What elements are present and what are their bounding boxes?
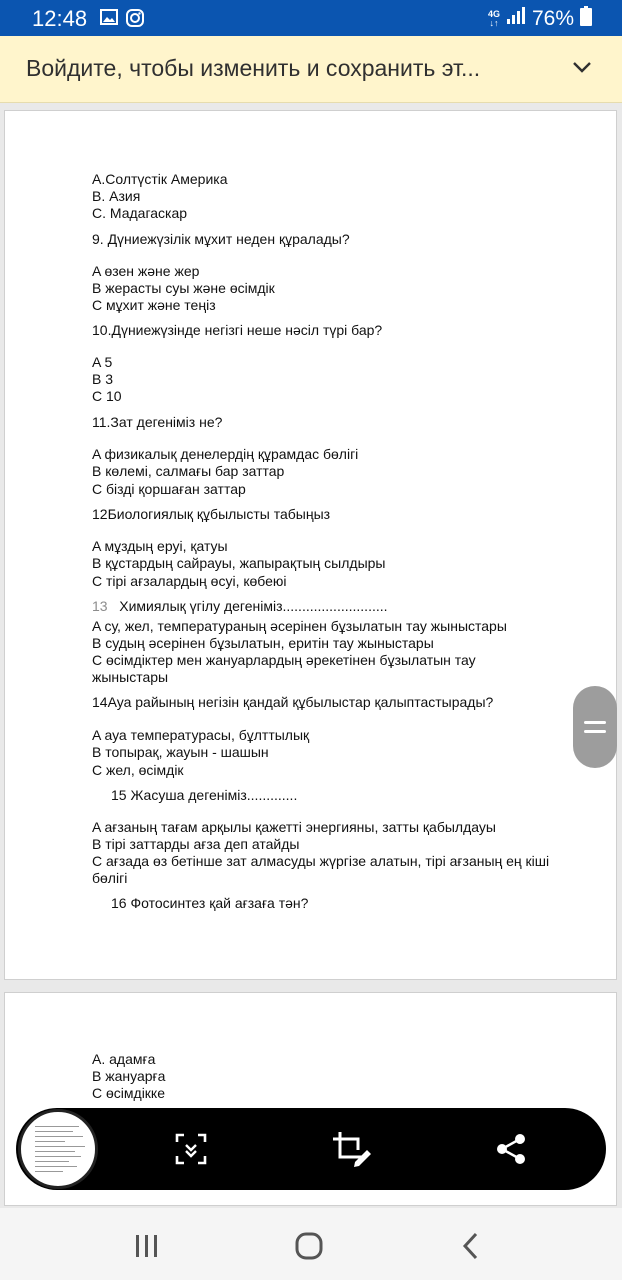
- home-icon[interactable]: [291, 1228, 327, 1264]
- answer-line: C жел, өсімдік: [92, 762, 184, 778]
- back-icon[interactable]: [453, 1228, 489, 1264]
- battery-level: 76%: [531, 7, 574, 30]
- answer-line: A. адамға: [92, 1051, 156, 1067]
- question-line: 16 Фотосинтез қай ағзаға тән?: [111, 895, 309, 911]
- battery-icon: [580, 6, 592, 32]
- answer-line: A өзен және жер: [92, 263, 200, 279]
- question-line: 12Биологиялық құбылысты табыңыз: [92, 506, 331, 522]
- answer-line: C бізді қоршаған заттар: [92, 481, 246, 497]
- answer-line: A мұздың еруі, қатуы: [92, 538, 228, 554]
- screenshot-toolbar: [16, 1108, 606, 1190]
- recents-icon[interactable]: [129, 1228, 165, 1264]
- answer-line: B. Азия: [92, 188, 141, 204]
- question-line: 14Ауа райының негізін қандай құбылыстар қалыптастырады?: [92, 694, 494, 710]
- answer-line: C ағзада өз бетінше зат алмасуды жүргізе алатын, тірі ағзаның ең кіші: [92, 853, 550, 869]
- answer-line: A 5: [92, 354, 113, 370]
- answer-line: B көлемі, салмағы бар заттар: [92, 463, 285, 479]
- answer-line: бөлігі: [92, 870, 128, 886]
- answer-line: A ағзаның тағам арқылы қажетті энергияны, затты қабылдауы: [92, 819, 496, 835]
- answer-line: A физикалық денелердің құрамдас бөлігі: [92, 446, 359, 462]
- fast-scroll-handle[interactable]: [573, 686, 617, 768]
- answer-line: C тірі ағзалардың өсуі, көбеюі: [92, 573, 287, 589]
- question-line: 11.Зат дегеніміз не?: [92, 414, 223, 430]
- answer-line: B топырақ, жауын - шашын: [92, 744, 269, 760]
- answer-line: C 10: [92, 388, 122, 404]
- answer-line: C. Мадагаскар: [92, 205, 188, 221]
- document-page-1: [4, 110, 617, 980]
- instagram-icon: [126, 9, 144, 32]
- network-type: 4G ↓↑: [487, 9, 500, 28]
- answer-line: B жерасты суы және өсімдік: [92, 280, 275, 296]
- answer-line: A су, жел, температураның әсерінен бұзылатын тау жыныстары: [92, 618, 507, 634]
- answer-line: B 3: [92, 371, 114, 387]
- gallery-icon: [100, 9, 118, 32]
- status-time: 12:48: [32, 6, 88, 31]
- crop-edit-icon[interactable]: [330, 1128, 372, 1170]
- question-number: 13: [92, 598, 108, 614]
- answer-line: C өсімдікке: [92, 1085, 165, 1101]
- answer-line: B судың әсерінен бұзылатын, еритін тау жыныстары: [92, 635, 434, 651]
- answer-line: A ауа температурасы, бұлттылық: [92, 727, 310, 743]
- question-line: 9. Дүниежүзілік мұхит неден құралады?: [92, 231, 350, 247]
- chevron-down-icon[interactable]: [572, 60, 592, 79]
- answer-line: C мұхит және теңіз: [92, 297, 216, 313]
- question-line: 15 Жасуша дегеніміз.............: [111, 787, 298, 803]
- navigation-bar: [0, 1208, 622, 1280]
- sign-in-banner[interactable]: [0, 36, 622, 103]
- answer-line: B жануарға: [92, 1068, 166, 1084]
- banner-text: Войдите, чтобы изменить и сохранить эт...: [26, 55, 481, 81]
- status-bar: [0, 0, 622, 36]
- scroll-capture-icon[interactable]: [170, 1128, 212, 1170]
- question-line: [92, 598, 388, 615]
- answer-line: B құстардың сайрауы, жапырақтың сылдыры: [92, 555, 386, 571]
- signal-icon: [506, 7, 526, 31]
- answer-line: A.Солтүстік Америка: [92, 171, 228, 187]
- answer-line: жыныстары: [92, 669, 169, 685]
- question-text: Химиялық үгілу дегеніміз...........................: [119, 598, 388, 614]
- answer-line: C өсімдіктер мен жануарлардың әрекетінен бұзылатын тау: [92, 652, 476, 668]
- share-icon[interactable]: [490, 1128, 532, 1170]
- question-line: 10.Дүниежүзінде негізгі неше нәсіл түрі бар?: [92, 322, 383, 338]
- screenshot-thumbnail[interactable]: [18, 1109, 98, 1189]
- answer-line: B тірі заттарды ағза деп атайды: [92, 836, 300, 852]
